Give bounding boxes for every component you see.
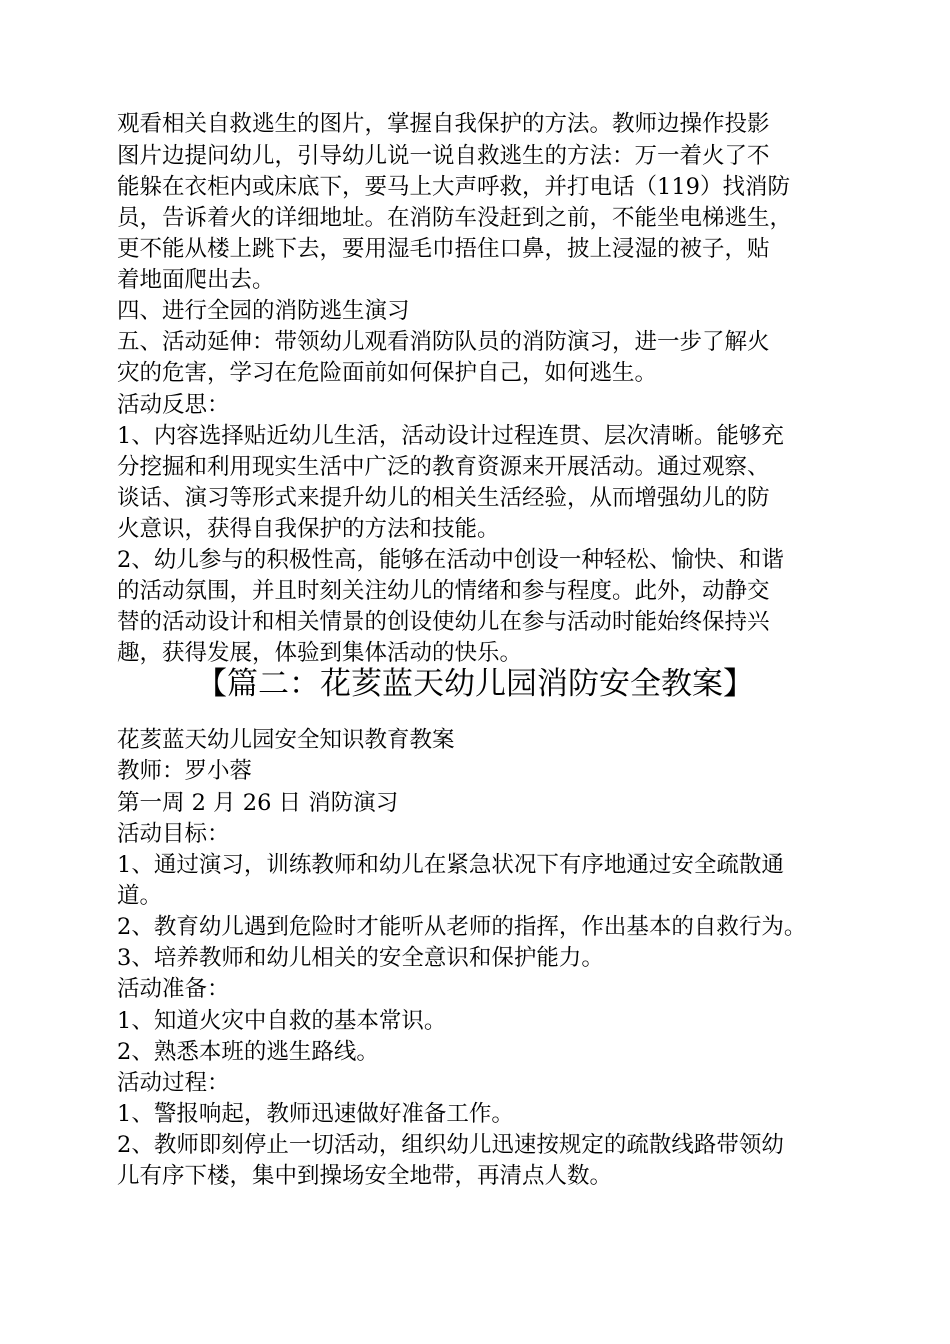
text-line: 1、内容选择贴近幼儿生活，活动设计过程连贯、层次清晰。能够充 — [117, 423, 784, 449]
text-line: 分挖掘和利用现实生活中广泛的教育资源来开展活动。通过观察、 — [117, 454, 770, 480]
text-line: 2、教师即刻停止一切活动，组织幼儿迅速按规定的疏散线路带领幼 — [117, 1132, 784, 1158]
text-line: 教师：罗小蓉 — [117, 758, 253, 784]
text-line: 四、进行全园的消防逃生演习 — [117, 298, 410, 324]
section-title: 【篇二：花荄蓝天幼儿园消防安全教案】 — [196, 666, 754, 702]
text-line: 员，告诉着火的详细地址。在消防车没赶到之前，不能坐电梯逃生， — [117, 205, 793, 231]
text-line: 谈话、演习等形式来提升幼儿的相关生活经验，从而增强幼儿的防 — [117, 485, 770, 511]
text-line: 图片边提问幼儿，引导幼儿说一说自救逃生的方法：万一着火了不 — [117, 143, 770, 169]
text-line: 灾的危害，学习在危险面前如何保护自己，如何逃生。 — [117, 360, 658, 386]
text-line: 2、熟悉本班的逃生路线。 — [117, 1039, 379, 1065]
text-line: 花荄蓝天幼儿园安全知识教育教案 — [117, 727, 455, 753]
text-line: 1、警报响起，教师迅速做好准备工作。 — [117, 1101, 514, 1127]
text-line: 1、知道火灾中自救的基本常识。 — [117, 1008, 447, 1034]
text-line: 2、幼儿参与的积极性高，能够在活动中创设一种轻松、愉快、和谐 — [117, 547, 784, 573]
text-line: 活动反思： — [117, 392, 230, 418]
text-line: 活动目标： — [117, 821, 230, 847]
text-line: 观看相关自救逃生的图片，掌握自我保护的方法。教师边操作投影 — [117, 111, 770, 137]
text-line: 替的活动设计和相关情景的创设使幼儿在参与活动时能始终保持兴 — [117, 609, 770, 635]
text-line: 1、通过演习，训练教师和幼儿在紧急状况下有序地通过安全疏散通 — [117, 852, 784, 878]
text-line: 3、培养教师和幼儿相关的安全意识和保护能力。 — [117, 945, 604, 971]
text-line: 更不能从楼上跳下去，要用湿毛巾捂住口鼻，披上浸湿的被子，贴 — [117, 236, 770, 262]
text-line: 着地面爬出去。 — [117, 267, 275, 293]
text-line: 能躲在衣柜内或床底下，要马上大声呼救，并打电话（119）找消防 — [117, 174, 790, 200]
text-line: 2、教育幼儿遇到危险时才能听从老师的指挥，作出基本的自救行为。 — [117, 914, 807, 940]
text-line: 火意识，获得自我保护的方法和技能。 — [117, 516, 500, 542]
text-line: 活动准备： — [117, 976, 230, 1002]
text-line: 的活动氛围，并且时刻关注幼儿的情绪和参与程度。此外，动静交 — [117, 578, 770, 604]
text-line: 趣，获得发展，体验到集体活动的快乐。 — [117, 640, 523, 666]
text-line: 活动过程： — [117, 1070, 230, 1096]
text-line: 五、活动延伸：带领幼儿观看消防队员的消防演习，进一步了解火 — [117, 329, 770, 355]
text-line: 儿有序下楼，集中到操场安全地带，再清点人数。 — [117, 1163, 613, 1189]
text-line: 第一周 2 月 26 日 消防演习 — [117, 790, 399, 816]
text-line: 道。 — [117, 883, 163, 909]
